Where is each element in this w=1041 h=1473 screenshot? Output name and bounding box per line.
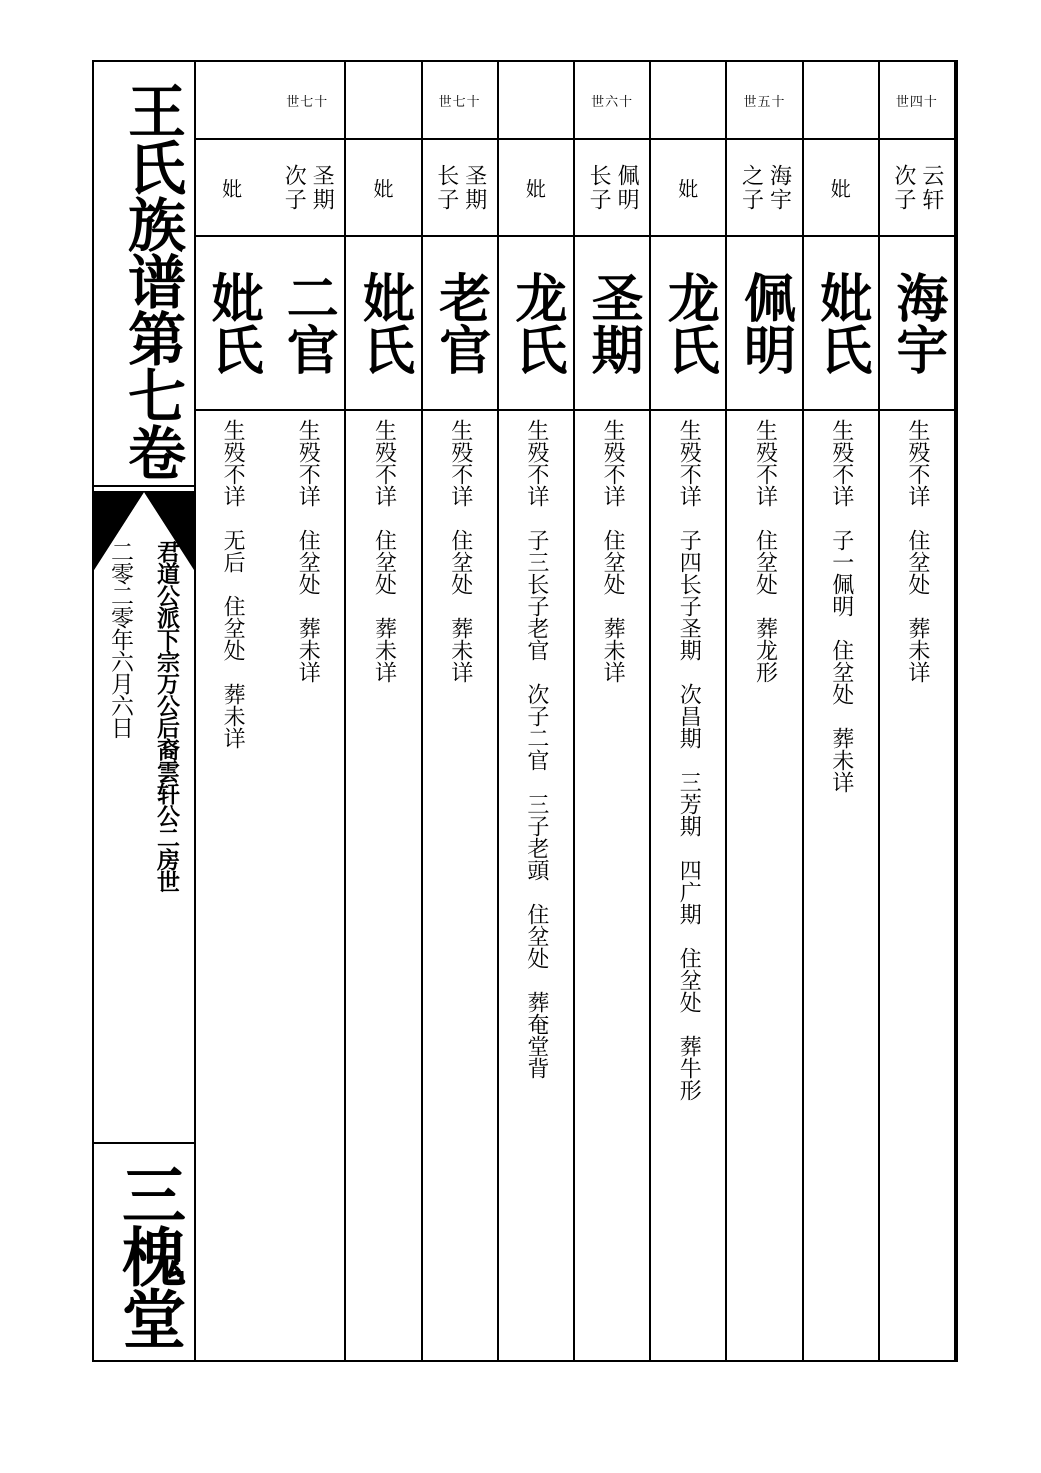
life-cell: [727, 411, 801, 1360]
life-cell: [651, 411, 725, 1360]
generation-cell: [499, 62, 573, 140]
person-name: 龙氏: [505, 271, 567, 375]
relation-label: [434, 164, 486, 212]
relation-cell: [880, 140, 954, 237]
hall-divider: [94, 1142, 194, 1144]
generation-cell: [727, 62, 801, 140]
relation-text: 之子: [738, 163, 764, 212]
genealogy-page: [92, 60, 958, 1362]
name-cell: [804, 237, 878, 411]
name-cell: [880, 237, 954, 411]
relation-text: 长子: [433, 163, 459, 212]
relation-label: [891, 164, 943, 212]
date-line: 二零二零年六月六日: [107, 540, 133, 738]
genealogy-column: [499, 62, 575, 1360]
relation-text: 次子: [281, 163, 307, 212]
person-name: 妣氏: [202, 271, 264, 375]
person-name: 老官: [429, 271, 491, 375]
genealogy-column: [270, 62, 346, 1360]
generation-cell: [575, 62, 649, 140]
relation-cell: [194, 140, 270, 237]
genealogy-column: [575, 62, 651, 1360]
life-record: 生殁不详 住坌处 葬龙形: [752, 419, 778, 683]
name-cell: [575, 237, 649, 411]
lineage-line: 君道公派下宗万公后裔雲轩公二房世: [153, 540, 180, 892]
relation-text: 长子: [586, 163, 612, 212]
person-name: 妣氏: [810, 271, 872, 375]
genealogy-column: [346, 62, 422, 1360]
generation-label: 世七十: [286, 94, 329, 110]
consort-label: 妣: [222, 177, 243, 201]
generation-cell: [270, 62, 344, 140]
spine: [94, 62, 196, 1360]
relation-text: 次子: [890, 163, 916, 212]
generation-cell: [880, 62, 954, 140]
relation-cell: [727, 140, 801, 237]
relation-text: 佩明: [614, 163, 640, 212]
name-cell: [727, 237, 801, 411]
name-cell: [346, 237, 420, 411]
genealogy-column: [804, 62, 880, 1360]
generation-cell: [194, 62, 270, 140]
life-record: 生殁不详 住坌处 葬未详: [447, 419, 473, 683]
life-record: 生殁不详 子一佩明 住坌处 葬未详: [828, 419, 854, 793]
person-name: 海宇: [886, 271, 948, 375]
generation-label: 世五十: [743, 94, 786, 110]
relation-cell: [804, 140, 878, 237]
relation-cell: [575, 140, 649, 237]
relation-cell: [423, 140, 497, 237]
life-record: 生殁不详 子四长子圣期 次昌期 三芳期 四广期 住坌处 葬牛形: [676, 419, 702, 1101]
relation-cell: [651, 140, 725, 237]
consort-label: 妣: [678, 177, 699, 201]
generation-cell: [804, 62, 878, 140]
life-record: 生殁不详 住坌处 葬未详: [295, 419, 321, 683]
generation-label: 世七十: [438, 94, 481, 110]
name-cell: [651, 237, 725, 411]
person-name: 龙氏: [658, 271, 720, 375]
person-name: 佩明: [734, 271, 796, 375]
life-record: 生殁不详 住坌处 葬未详: [371, 419, 397, 683]
title-divider: [94, 485, 194, 487]
hall-name: 三槐堂: [111, 1162, 186, 1348]
genealogy-column: [727, 62, 803, 1360]
relation-text: 圣期: [309, 163, 335, 212]
life-record: 生殁不详 子三长子老官 次子二官 三子老頭 住坌处 葬奄堂背: [523, 419, 549, 1079]
consort-label: 妣: [830, 177, 851, 201]
life-cell: [270, 411, 344, 1360]
genealogy-grid: [194, 62, 956, 1360]
life-cell: [880, 411, 954, 1360]
life-record: 生殁不详 住坌处 葬未详: [600, 419, 626, 683]
relation-label: [738, 164, 790, 212]
genealogy-column: [880, 62, 956, 1360]
name-cell: [499, 237, 573, 411]
relation-cell: [499, 140, 573, 237]
relation-cell: [270, 140, 344, 237]
person-name: 圣期: [582, 271, 644, 375]
relation-text: 云轩: [918, 163, 944, 212]
life-cell: [194, 411, 270, 1360]
relation-text: 圣期: [461, 163, 487, 212]
life-cell: [575, 411, 649, 1360]
life-record: 生殁不详 住坌处 葬未详: [904, 419, 930, 683]
generation-cell: [346, 62, 420, 140]
generation-cell: [423, 62, 497, 140]
generation-label: 世四十: [895, 94, 938, 110]
relation-label: [586, 164, 638, 212]
name-cell: [423, 237, 497, 411]
name-cell: [270, 237, 344, 411]
genealogy-column: [194, 62, 270, 1360]
person-name: 妣氏: [353, 271, 415, 375]
generation-cell: [651, 62, 725, 140]
name-cell: [194, 237, 270, 411]
relation-text: 海宇: [766, 163, 792, 212]
life-cell: [346, 411, 420, 1360]
life-cell: [804, 411, 878, 1360]
genealogy-column: [651, 62, 727, 1360]
generation-label: 世六十: [591, 94, 634, 110]
relation-cell: [346, 140, 420, 237]
consort-label: 妣: [373, 177, 394, 201]
relation-label: [281, 164, 333, 212]
life-record: 生殁不详 无后 住坌处 葬未详: [220, 419, 246, 749]
life-cell: [423, 411, 497, 1360]
genealogy-column: [423, 62, 499, 1360]
consort-label: 妣: [525, 177, 546, 201]
book-title: 王氏族谱第七卷: [118, 80, 186, 480]
life-cell: [499, 411, 573, 1360]
person-name: 二官: [277, 271, 339, 375]
